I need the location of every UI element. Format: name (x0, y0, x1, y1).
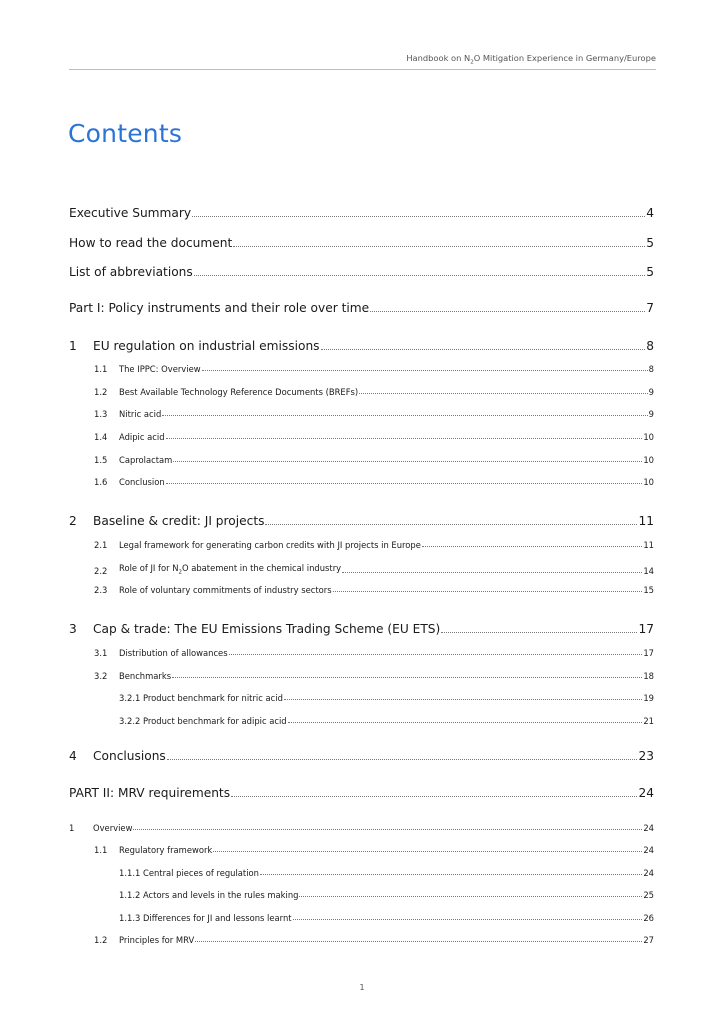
toc-entry-section-1-3[interactable] (94, 409, 654, 419)
toc-entry-text: Adipic acid (119, 432, 165, 442)
toc-entry-section-1-5[interactable] (94, 455, 654, 465)
toc-leader-dots (233, 246, 645, 247)
toc-entry-abbreviations[interactable] (69, 265, 654, 279)
toc-page-number: 25 (643, 890, 654, 900)
toc-entry-number: 1.6 (94, 477, 108, 487)
toc-page-number: 9 (648, 387, 654, 397)
toc-entry-chapter-1[interactable] (69, 339, 654, 353)
toc-entry-executive-summary[interactable] (69, 206, 654, 220)
toc-page-number: 7 (646, 301, 654, 315)
toc-page-number: 27 (643, 935, 654, 945)
toc-entry-text: The IPPC: Overview (119, 364, 201, 374)
toc-entry-text: How to read the document (69, 236, 233, 250)
toc-leader-dots (321, 349, 646, 350)
toc-entry-number: 3.2 (94, 671, 108, 681)
toc-page-number: 24 (643, 845, 654, 855)
toc-page-number: 4 (646, 206, 654, 220)
toc-entry-text: Caprolactam (119, 455, 173, 465)
toc-entry-number: 2.3 (94, 585, 108, 595)
toc-leader-dots (192, 216, 645, 217)
toc-entry-part2[interactable] (69, 786, 654, 800)
toc-entry-section-1-4[interactable] (94, 432, 654, 442)
toc-page-number: 5 (646, 265, 654, 279)
toc-entry-text: EU regulation on industrial emissions (93, 339, 320, 353)
toc-entry-number: 3.1 (94, 648, 108, 658)
toc-leader-dots (166, 438, 643, 439)
toc-page-number: 26 (643, 913, 654, 923)
toc-page-number: 10 (643, 432, 654, 442)
toc-entry-number: 1.1 (94, 364, 108, 374)
toc-page-number: 10 (643, 455, 654, 465)
toc-entry-section-1-2[interactable] (94, 387, 654, 397)
toc-page-number: 24 (643, 868, 654, 878)
toc-entry-part2-subsection-1-1-2[interactable] (119, 890, 654, 900)
toc-leader-dots (166, 483, 643, 484)
toc-leader-dots (194, 275, 645, 276)
toc-page-number: 10 (643, 477, 654, 487)
toc-entry-text: 1.1.1 Central pieces of regulation (119, 868, 259, 878)
toc-leader-dots (333, 591, 643, 592)
toc-leader-dots (231, 796, 637, 797)
toc-entry-chapter-3[interactable] (69, 622, 654, 636)
toc-entry-text: 1.1.3 Differences for JI and lessons learnt (119, 913, 292, 923)
toc-entry-part2-section-1-2[interactable] (94, 935, 654, 945)
toc-entry-part2-subsection-1-1-1[interactable] (119, 868, 654, 878)
toc-page-number: 8 (646, 339, 654, 353)
toc-entry-text: PART II: MRV requirements (69, 786, 231, 800)
toc-entry-text: Conclusion (119, 477, 165, 487)
toc-entry-text: Part I: Policy instruments and their role over time (69, 301, 370, 315)
toc-entry-text: Best Available Technology Reference Documents (BREFs) (119, 387, 359, 397)
toc-leader-dots (342, 572, 642, 573)
page-title: Contents (68, 119, 183, 148)
toc-leader-dots (173, 461, 642, 462)
toc-leader-dots (359, 393, 647, 394)
toc-entry-text: Overview (93, 823, 133, 833)
toc-leader-dots (167, 759, 638, 760)
toc-entry-text: Executive Summary (69, 206, 192, 220)
running-header: Handbook on $N_2O$ Mitigation Experience in Germany/Europe (406, 53, 656, 66)
toc-entry-number: 2 (69, 514, 77, 528)
toc-entry-text: Role of voluntary commitments of industry sectors (119, 585, 332, 595)
toc-entry-section-1-6[interactable] (94, 477, 654, 487)
toc-entry-chapter-2[interactable] (69, 514, 654, 528)
toc-entry-section-2-2[interactable] (94, 563, 654, 576)
toc-leader-dots (422, 546, 642, 547)
toc-leader-dots (202, 370, 648, 371)
header-rule (69, 69, 656, 70)
toc-entry-text: List of abbreviations (69, 265, 193, 279)
toc-page-number: 5 (646, 236, 654, 250)
toc-page-number: 18 (643, 671, 654, 681)
toc-page-number: 14 (643, 565, 654, 576)
toc-entry-number: 2.1 (94, 540, 108, 550)
toc-leader-dots (195, 941, 642, 942)
toc-entry-text: Baseline & credit: JI projects (93, 514, 265, 528)
toc-entry-number: 1 (69, 823, 75, 833)
toc-page-number: 24 (643, 823, 654, 833)
toc-entry-number: 1 (69, 339, 77, 353)
toc-entry-number: 4 (69, 749, 77, 763)
toc-page-number: 8 (648, 364, 654, 374)
toc-page-number: 21 (643, 716, 654, 726)
toc-page-number: 11 (643, 540, 654, 550)
toc-entry-text: Principles for MRV (119, 935, 195, 945)
toc-page-number: 17 (643, 648, 654, 658)
toc-entry-part1[interactable] (69, 301, 654, 315)
toc-leader-dots (441, 632, 637, 633)
toc-entry-number: 1.2 (94, 935, 108, 945)
toc-page-number: 24 (638, 786, 654, 800)
toc-entry-subsection-3-2-2[interactable] (119, 716, 654, 726)
toc-leader-dots (370, 311, 645, 312)
toc-entry-text: Conclusions (93, 749, 166, 763)
toc-entry-text: 1.1.2 Actors and levels in the rules making (119, 890, 299, 900)
toc-entry-how-to-read[interactable] (69, 236, 654, 250)
toc-entry-section-3-1[interactable] (94, 648, 654, 658)
toc-leader-dots (299, 896, 642, 897)
toc-page-number: 23 (638, 749, 654, 763)
toc-page-number: 17 (638, 622, 654, 636)
toc-entry-number: 3 (69, 622, 77, 636)
toc-entry-text: Legal framework for generating carbon credits with JI projects in Europe (119, 540, 421, 550)
toc-entry-text: 3.2.1 Product benchmark for nitric acid (119, 693, 283, 703)
toc-entry-text: Cap & trade: The EU Emissions Trading Scheme (EU ETS) (93, 622, 441, 636)
toc-entry-text: Regulatory framework (119, 845, 213, 855)
toc-entry-text: 3.2.2 Product benchmark for adipic acid (119, 716, 287, 726)
toc-entry-number: 2.2 (94, 565, 108, 576)
toc-entry-text: Role of JI for $N_2O$ abatement in the chemical industry (119, 563, 342, 576)
toc-entry-section-1-1[interactable] (94, 364, 654, 374)
toc-entry-text: Benchmarks (119, 671, 172, 681)
toc-entry-part2-subsection-1-1-3[interactable] (119, 913, 654, 923)
page-number-footer: 1 (359, 983, 365, 992)
toc-entry-part2-chapter-1[interactable] (69, 823, 654, 833)
toc-page-number: 19 (643, 693, 654, 703)
toc-entry-section-3-2[interactable] (94, 671, 654, 681)
toc-entry-section-2-1[interactable] (94, 540, 654, 550)
toc-leader-dots (265, 524, 637, 525)
toc-entry-number: 1.4 (94, 432, 108, 442)
toc-leader-dots (162, 415, 647, 416)
toc-entry-number: 1.2 (94, 387, 108, 397)
toc-page-number: 15 (643, 585, 654, 595)
toc-entry-subsection-3-2-1[interactable] (119, 693, 654, 703)
toc-entry-text: Nitric acid (119, 409, 162, 419)
toc-leader-dots (288, 722, 643, 723)
toc-entry-number: 1.1 (94, 845, 108, 855)
toc-leader-dots (172, 677, 642, 678)
toc-leader-dots (133, 829, 642, 830)
toc-entry-chapter-4[interactable] (69, 749, 654, 763)
toc-page-number: 9 (648, 409, 654, 419)
toc-entry-section-2-3[interactable] (94, 585, 654, 595)
toc-leader-dots (260, 874, 642, 875)
toc-entry-text: Distribution of allowances (119, 648, 228, 658)
toc-leader-dots (213, 851, 642, 852)
toc-page-number: 11 (638, 514, 654, 528)
toc-leader-dots (284, 699, 642, 700)
toc-entry-number: 1.5 (94, 455, 108, 465)
toc-entry-number: 1.3 (94, 409, 108, 419)
toc-entry-part2-section-1-1[interactable] (94, 845, 654, 855)
toc-leader-dots (293, 919, 643, 920)
toc-leader-dots (229, 654, 643, 655)
